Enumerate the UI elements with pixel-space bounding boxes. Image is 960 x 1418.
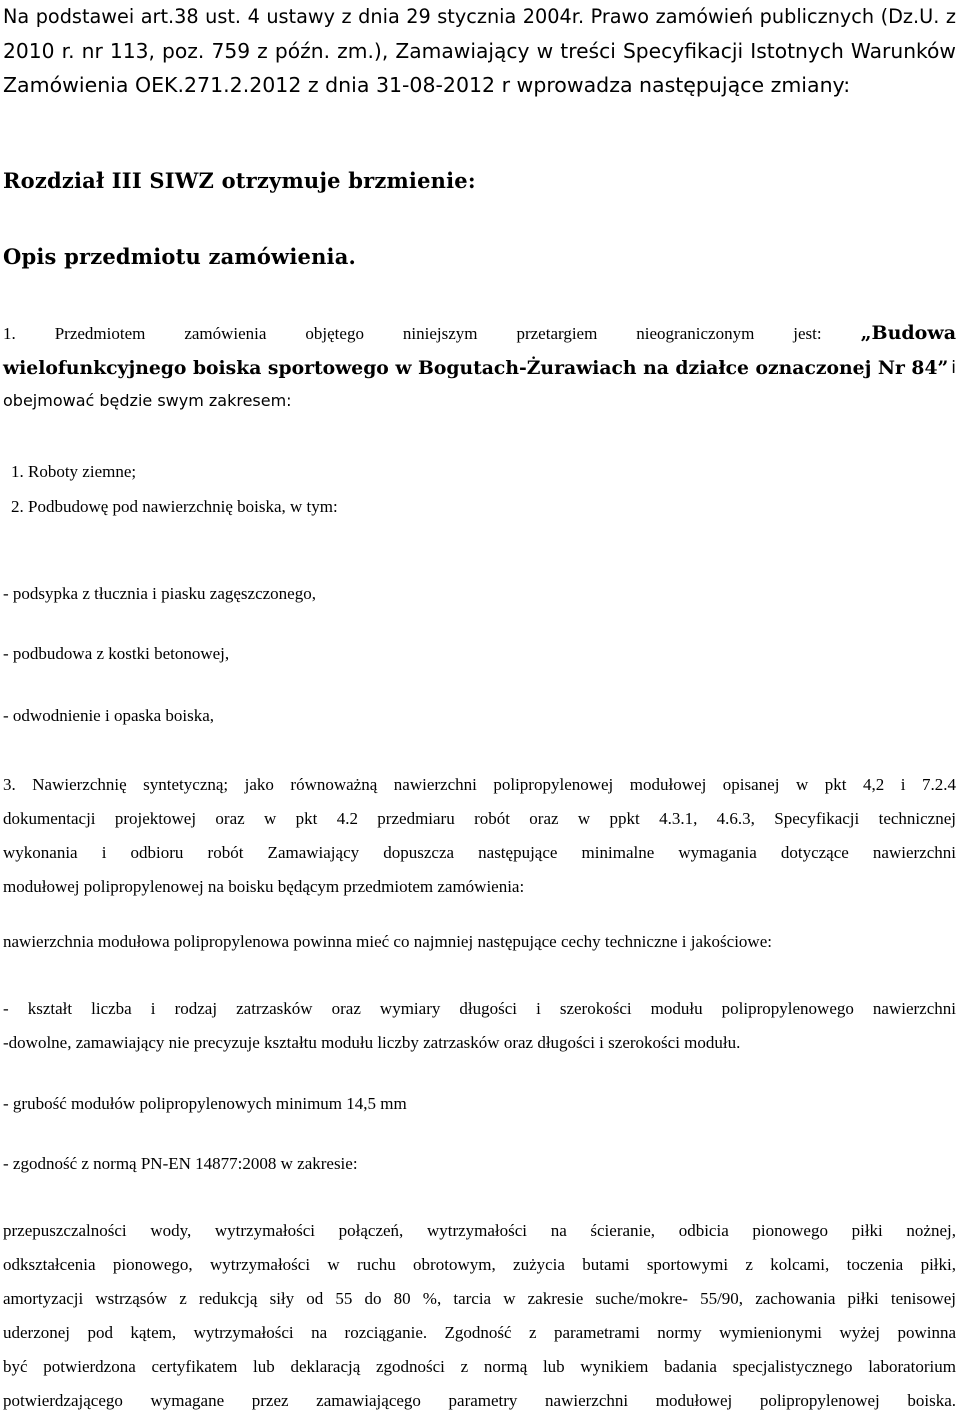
surface-line: 3. Nawierzchnię syntetyczną; jako równoważną nawierzchni polipropylenowej modułowej opisanej w pkt 4,2 i 7.2.4 (3, 775, 956, 794)
scope-line-2 (3, 350, 956, 386)
scope-paragraph (3, 316, 956, 416)
dash-item: - podbudowa z kostki betonowej, (3, 644, 230, 663)
project-name: wielofunkcyjnego boiska sportowego w Bogutach-Żurawiach na działce oznaczonej Nr 84” (3, 357, 949, 379)
shape-line: - kształt liczba i rodzaj zatrzasków oraz wymiary długości i szerokości modułu polipropylenowego nawierzchni (3, 999, 956, 1018)
scope-intro-text: 1. Przedmiotem zamówienia objętego niniejszym przetargiem nieograniczonym jest: (3, 324, 822, 343)
dash-item: - odwodnienie i opaska boiska, (3, 706, 215, 725)
norm-scope-line: uderzonej pod kątem, wytrzymałości na rozciąganie. Zgodność z parametrami normy wymienionymi wyżej powinna (3, 1323, 956, 1342)
scope-line-1 (3, 316, 956, 350)
shape-paragraph (3, 992, 956, 1060)
norm-requirement: - zgodność z normą PN-EN 14877:2008 w zakresie: (3, 1154, 358, 1173)
scope-line-2-tail: i (951, 358, 956, 378)
scope-line-3: obejmować będzie swym zakresem: (3, 391, 292, 410)
norm-scope-line: przepuszczalności wody, wytrzymałości połączeń, wytrzymałości na ścieranie, odbicia pionowego piłki nożnej, (3, 1221, 956, 1240)
dash-item: - podsypka z tłucznia i piasku zagęszczonego, (3, 584, 316, 603)
intro-line: 2010 r. nr 113, poz. 759 z późn. zm.), Zamawiający w treści Specyfikacji Istotnych Warunków (3, 39, 956, 63)
norm-scope-paragraph (3, 1214, 956, 1418)
intro-paragraph (3, 0, 956, 102)
surface-line: dokumentacji projektowej oraz w pkt 4.2 przedmiaru robót oraz w ppkt 4.3.1, 4.6.3, Specyfikacji technicznej (3, 809, 956, 828)
numbered-item: 2. Podbudowę pod nawierzchnię boiska, w tym: (11, 497, 338, 516)
surface-line: wykonania i odbioru robót Zamawiający dopuszcza następujące minimalne wymagania dotyczące nawierzchni (3, 843, 956, 862)
chapter-heading: Rozdział III SIWZ otrzymuje brzmienie: (3, 168, 476, 193)
intro-line: Na podstawei art.38 ust. 4 ustawy z dnia 29 stycznia 2004r. Prawo zamówień publicznych (Dz.U. z (3, 5, 956, 28)
intro-line: Zamówienia OEK.271.2.2012 z dnia 31-08-2012 r wprowadza następujące zmiany: (3, 73, 851, 97)
surface-line: modułowej polipropylenowej na boisku będącym przedmiotem zamówienia: (3, 877, 525, 896)
norm-scope-line: odkształcenia pionowego, wytrzymałości w ruchu obrotowym, zużycia butami sportowymi z kolcami, toczenia piłki, (3, 1255, 956, 1274)
norm-scope-line: być potwierdzona certyfikatem lub deklaracją zgodności z normą lub wynikiem badania specjalistycznego laboratorium (3, 1357, 956, 1376)
norm-scope-line: potwierdzającego wymagane przez zamawiającego parametry nawierzchni modułowej polipropylenowej boiska. (3, 1391, 956, 1410)
surface-paragraph (3, 768, 956, 904)
shape-line: -dowolne, zamawiający nie precyzuje kształtu modułu liczby zatrzasków oraz długości i szerokości modułu. (3, 1033, 741, 1052)
thickness-requirement: - grubość modułów polipropylenowych minimum 14,5 mm (3, 1094, 407, 1113)
subject-heading: Opis przedmiotu zamówienia. (3, 244, 357, 269)
requirements-intro: nawierzchnia modułowa polipropylenowa powinna mieć co najmniej następujące cechy techniczne i jakościowe: (3, 932, 772, 951)
norm-scope-line: amortyzacji wstrząsów z redukcją siły od 55 do 80 %, tarcia w zakresie suche/mokre- 55/90, zachowania piłki tenisowej (3, 1289, 956, 1308)
numbered-item: 1. Roboty ziemne; (11, 462, 137, 481)
project-name-start: „Budowa (860, 322, 957, 344)
